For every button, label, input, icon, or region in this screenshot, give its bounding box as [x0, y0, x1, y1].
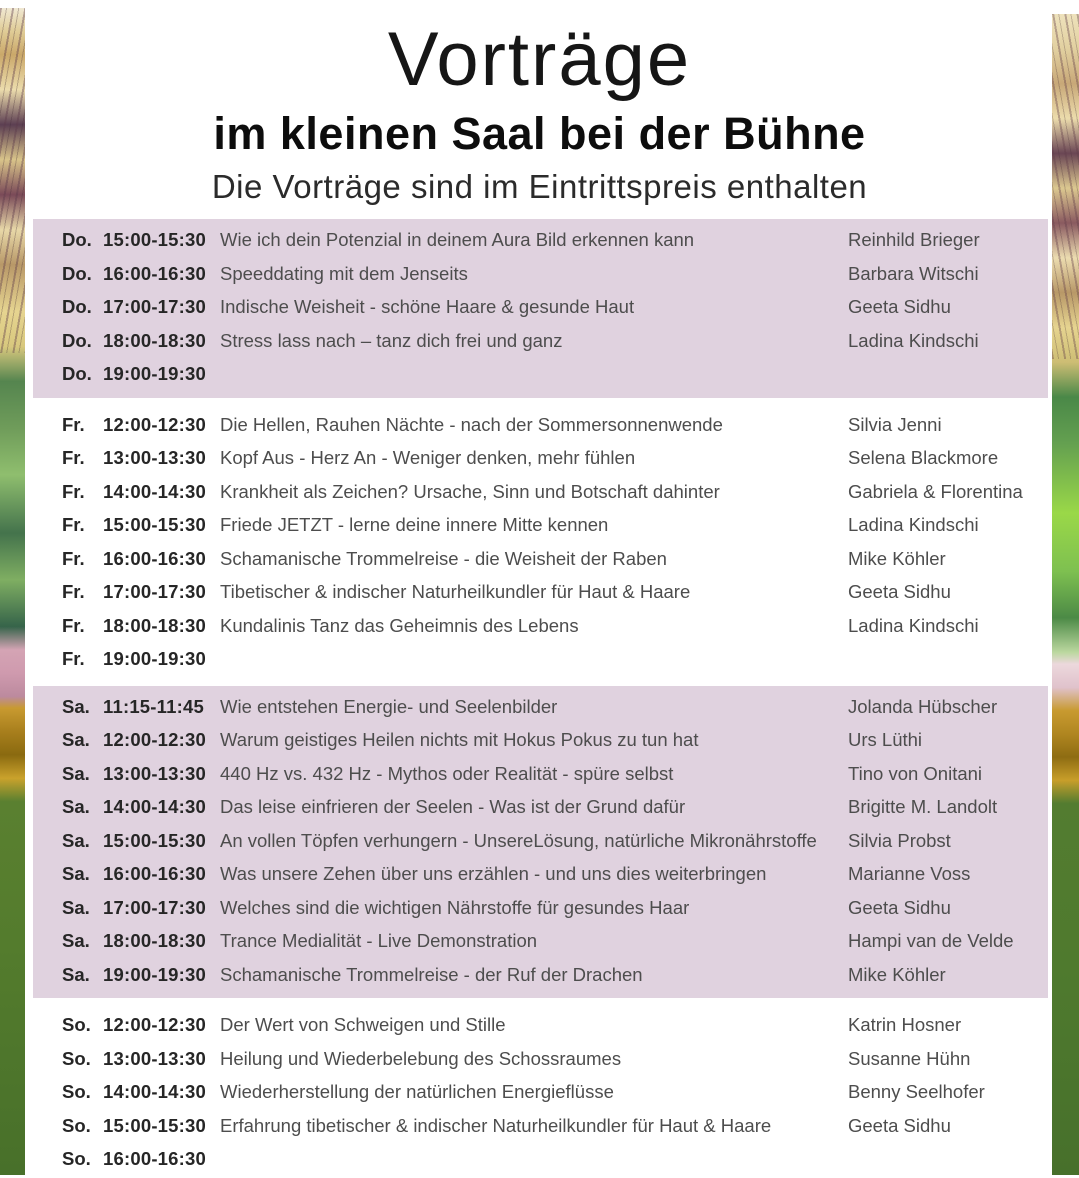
row-time: 11:15-11:45 — [103, 695, 204, 717]
row-speaker: Tino von Onitani — [848, 762, 983, 784]
section-sa — [33, 686, 1048, 999]
row-title: Friede JETZT - lerne deine innere Mitte kennen — [220, 514, 609, 536]
row-title: Welches sind die wichtigen Nährstoffe für gesundes Haar — [220, 896, 690, 918]
schedule-row — [33, 441, 1048, 475]
row-time: 15:00-15:30 — [103, 229, 206, 251]
row-day: Fr. — [62, 480, 85, 502]
row-title: Kopf Aus - Herz An - Weniger denken, mehr fühlen — [220, 447, 636, 469]
row-speaker: Ladina Kindschi — [848, 614, 979, 636]
row-time: 13:00-13:30 — [103, 1047, 206, 1069]
schedule-row — [33, 690, 1048, 724]
row-day: Fr. — [62, 648, 85, 670]
row-title: Wie ich dein Potenzial in deinem Aura Bild erkennen kann — [220, 229, 695, 251]
schedule-row — [33, 223, 1048, 257]
row-time: 19:00-19:30 — [103, 648, 206, 670]
row-time: 14:00-14:30 — [103, 1081, 206, 1103]
schedule-row — [33, 1142, 1048, 1176]
schedule-row — [33, 408, 1048, 442]
row-title: Schamanische Trommelreise - die Weisheit der Raben — [220, 547, 667, 569]
row-speaker: Jolanda Hübscher — [848, 695, 998, 717]
row-time: 17:00-17:30 — [103, 896, 206, 918]
row-time: 15:00-15:30 — [103, 1114, 206, 1136]
schedule-row — [33, 1042, 1048, 1076]
row-day: So. — [62, 1114, 91, 1136]
schedule-row — [33, 891, 1048, 925]
row-time: 14:00-14:30 — [103, 796, 206, 818]
row-title: Die Hellen, Rauhen Nächte - nach der Sommersonnenwende — [220, 413, 723, 435]
row-speaker: Geeta Sidhu — [848, 581, 951, 603]
row-speaker: Mike Köhler — [848, 963, 946, 985]
row-time: 15:00-15:30 — [103, 514, 206, 536]
row-day: Do. — [62, 262, 92, 284]
row-title: Heilung und Wiederbelebung des Schossraumes — [220, 1047, 622, 1069]
row-day: So. — [62, 1148, 91, 1170]
row-speaker: Geeta Sidhu — [848, 1114, 951, 1136]
row-title: Speeddating mit dem Jenseits — [220, 262, 468, 284]
row-time: 16:00-16:30 — [103, 863, 206, 885]
entry-price-note: Die Vorträge sind im Eintrittspreis enthalten — [211, 167, 868, 205]
row-day: Do. — [62, 329, 92, 351]
row-day: Sa. — [62, 729, 90, 751]
row-speaker: Brigitte M. Landolt — [848, 796, 998, 818]
row-speaker: Katrin Hosner — [848, 1014, 962, 1036]
row-speaker: Silvia Jenni — [848, 413, 942, 435]
schedule — [33, 219, 1048, 1178]
row-title: Indische Weisheit - schöne Haare & gesunde Haut — [220, 296, 635, 318]
schedule-row — [33, 642, 1048, 676]
row-speaker: Mike Köhler — [848, 547, 946, 569]
row-day: Sa. — [62, 762, 90, 784]
row-day: Fr. — [62, 614, 85, 636]
row-time: 14:00-14:30 — [103, 480, 206, 502]
row-day: Do. — [62, 296, 92, 318]
section-rows — [33, 408, 1048, 676]
row-title: Der Wert von Schweigen und Stille — [220, 1014, 506, 1036]
row-day: Fr. — [62, 413, 85, 435]
schedule-row — [33, 1008, 1048, 1042]
row-title: 440 Hz vs. 432 Hz - Mythos oder Realität - spüre selbst — [220, 762, 674, 784]
row-title: Erfahrung tibetischer & indischer Naturheilkundler für Haut & Haare — [220, 1114, 772, 1136]
section-rows — [33, 690, 1048, 992]
schedule-row — [33, 257, 1048, 291]
row-title: Tibetischer & indischer Naturheilkundler für Haut & Haare — [220, 581, 691, 603]
row-day: Sa. — [62, 896, 90, 918]
row-day: Sa. — [62, 863, 90, 885]
row-time: 19:00-19:30 — [103, 363, 206, 385]
schedule-row — [33, 757, 1048, 791]
row-day: Fr. — [62, 514, 85, 536]
row-time: 18:00-18:30 — [103, 930, 206, 952]
row-time: 16:00-16:30 — [103, 547, 206, 569]
row-time: 18:00-18:30 — [103, 329, 206, 351]
section-rows — [33, 1008, 1048, 1176]
row-speaker: Geeta Sidhu — [848, 896, 951, 918]
row-day: Sa. — [62, 930, 90, 952]
section-rows — [33, 223, 1048, 391]
row-speaker: Ladina Kindschi — [848, 329, 979, 351]
row-speaker: Selena Blackmore — [848, 447, 999, 469]
row-speaker: Hampi van de Velde — [848, 930, 1014, 952]
row-time: 16:00-16:30 — [103, 1148, 206, 1170]
row-title: Wiederherstellung der natürlichen Energieflüsse — [220, 1081, 614, 1103]
row-title: Warum geistiges Heilen nichts mit Hokus Pokus zu tun hat — [220, 729, 699, 751]
section-do — [33, 219, 1048, 398]
section-fr — [33, 406, 1048, 678]
schedule-row — [33, 958, 1048, 992]
row-day: So. — [62, 1014, 91, 1036]
row-time: 16:00-16:30 — [103, 262, 206, 284]
row-day: Fr. — [62, 581, 85, 603]
row-speaker: Urs Lüthi — [848, 729, 923, 751]
schedule-row — [33, 542, 1048, 576]
poster-header — [0, 0, 1079, 205]
row-day: Fr. — [62, 447, 85, 469]
row-speaker: Susanne Hühn — [848, 1047, 971, 1069]
row-title: Stress lass nach – tanz dich frei und ganz — [220, 329, 563, 351]
row-speaker: Barbara Witschi — [848, 262, 979, 284]
row-day: Sa. — [62, 963, 90, 985]
schedule-row — [33, 857, 1048, 891]
schedule-row — [33, 790, 1048, 824]
row-day: Sa. — [62, 695, 90, 717]
row-speaker: Geeta Sidhu — [848, 296, 951, 318]
row-time: 15:00-15:30 — [103, 829, 206, 851]
row-day: Fr. — [62, 547, 85, 569]
page-subtitle: im kleinen Saal bei der Bühne — [213, 107, 866, 159]
schedule-row — [33, 508, 1048, 542]
row-speaker: Marianne Voss — [848, 863, 971, 885]
row-time: 13:00-13:30 — [103, 762, 206, 784]
row-day: So. — [62, 1047, 91, 1069]
section-so — [33, 1006, 1048, 1178]
row-time: 19:00-19:30 — [103, 963, 206, 985]
row-time: 12:00-12:30 — [103, 413, 206, 435]
schedule-row — [33, 290, 1048, 324]
schedule-row — [33, 723, 1048, 757]
row-time: 13:00-13:30 — [103, 447, 206, 469]
row-day: Do. — [62, 363, 92, 385]
row-speaker: Gabriela & Florentina — [848, 480, 1023, 502]
row-title: Was unsere Zehen über uns erzählen - und uns dies weiterbringen — [220, 863, 767, 885]
schedule-row — [33, 1075, 1048, 1109]
schedule-row — [33, 324, 1048, 358]
schedule-row — [33, 575, 1048, 609]
schedule-row — [33, 824, 1048, 858]
row-day: Sa. — [62, 829, 90, 851]
schedule-row — [33, 357, 1048, 391]
row-speaker: Ladina Kindschi — [848, 514, 979, 536]
row-time: 12:00-12:30 — [103, 729, 206, 751]
row-title: Wie entstehen Energie- und Seelenbilder — [220, 695, 558, 717]
row-title: Kundalinis Tanz das Geheimnis des Lebens — [220, 614, 579, 636]
schedule-row — [33, 475, 1048, 509]
row-day: Sa. — [62, 796, 90, 818]
row-title: Das leise einfrieren der Seelen - Was ist der Grund dafür — [220, 796, 686, 818]
row-title: Krankheit als Zeichen? Ursache, Sinn und Botschaft dahinter — [220, 480, 720, 502]
row-title: Schamanische Trommelreise - der Ruf der Drachen — [220, 963, 643, 985]
row-day: Do. — [62, 229, 92, 251]
schedule-row — [33, 609, 1048, 643]
schedule-row — [33, 1109, 1048, 1143]
schedule-row — [33, 924, 1048, 958]
row-title: An vollen Töpfen verhungern - UnsereLösung, natürliche Mikronährstoffe — [220, 829, 817, 851]
row-speaker: Silvia Probst — [848, 829, 951, 851]
page-title: Vorträge — [387, 17, 692, 102]
row-speaker: Reinhild Brieger — [848, 229, 980, 251]
row-time: 17:00-17:30 — [103, 296, 206, 318]
row-day: So. — [62, 1081, 91, 1103]
row-title: Trance Medialität - Live Demonstration — [220, 930, 538, 952]
row-speaker: Benny Seelhofer — [848, 1081, 985, 1103]
row-time: 18:00-18:30 — [103, 614, 206, 636]
row-time: 12:00-12:30 — [103, 1014, 206, 1036]
row-time: 17:00-17:30 — [103, 581, 206, 603]
